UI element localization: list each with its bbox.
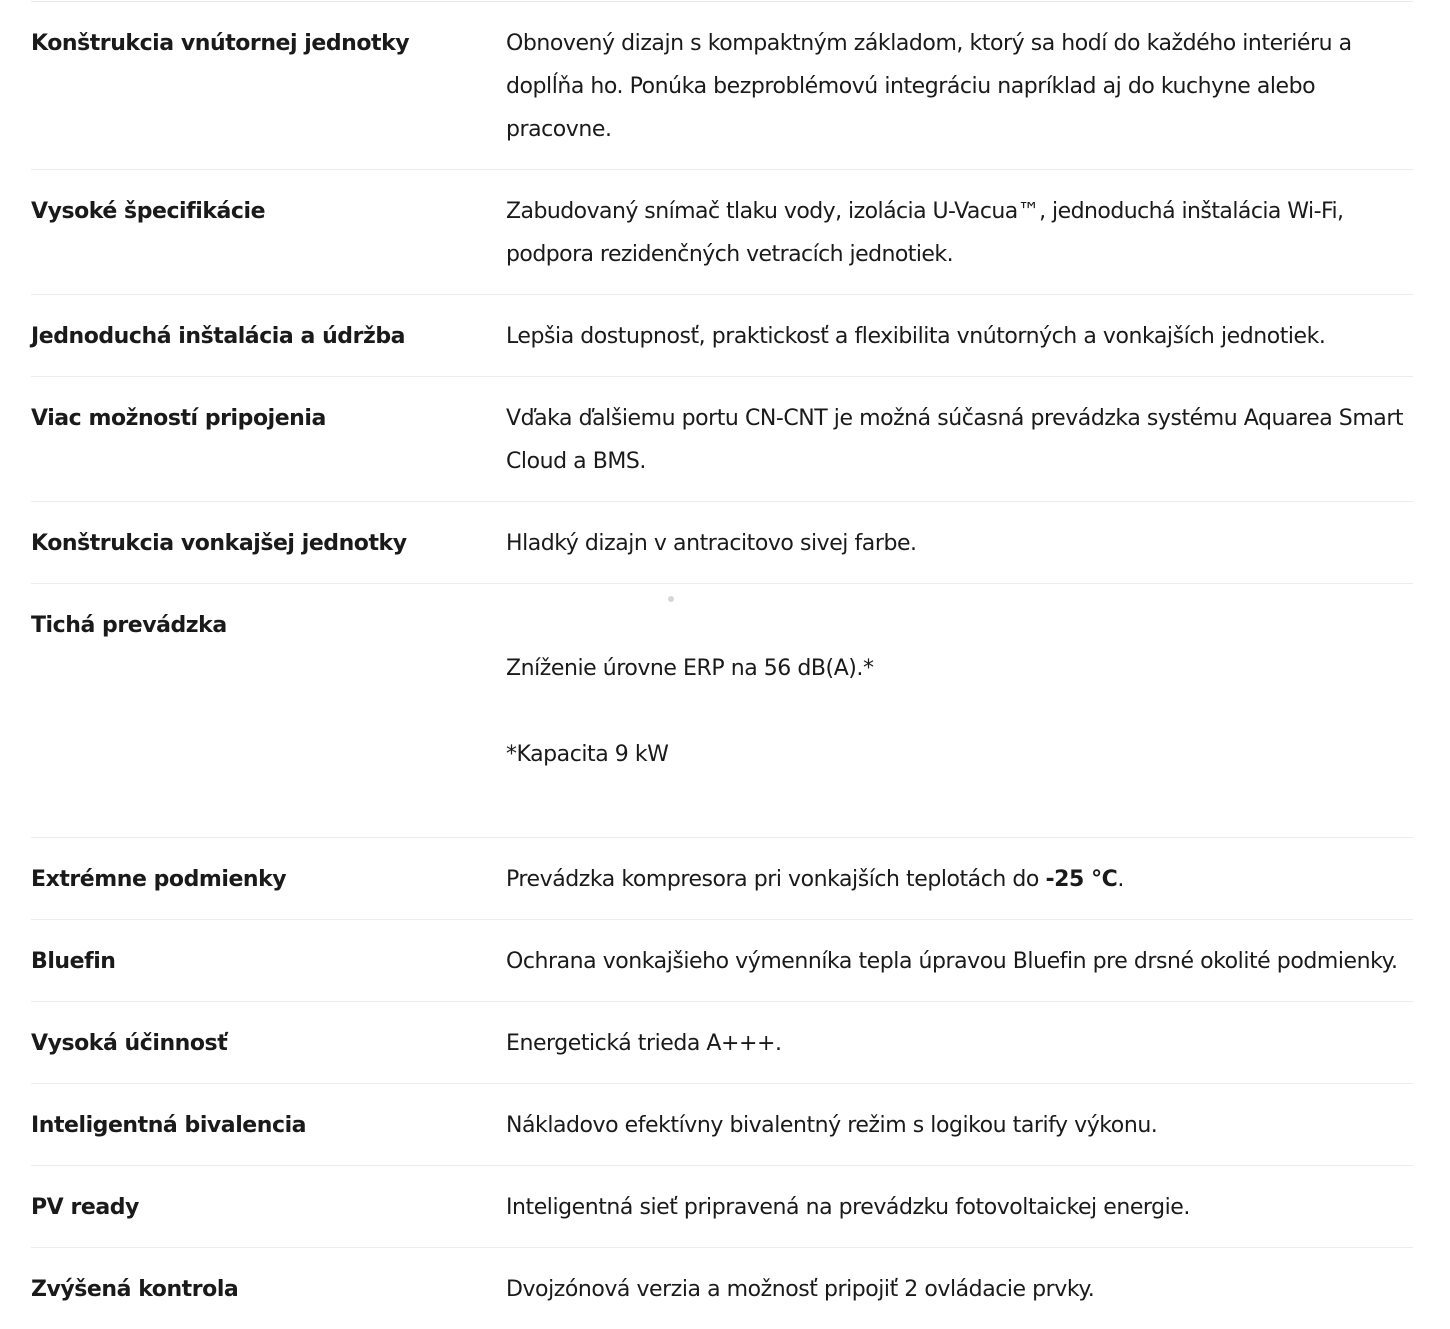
spec-label: Viac možností pripojenia bbox=[31, 406, 326, 431]
spec-row bbox=[31, 502, 1413, 584]
spec-label: Extrémne podmienky bbox=[31, 867, 287, 892]
spec-label: Konštrukcia vnútornej jednotky bbox=[31, 31, 410, 56]
spec-row bbox=[31, 2, 1413, 170]
spec-label: Inteligentná bivalencia bbox=[31, 1113, 307, 1138]
spec-label: Konštrukcia vonkajšej jednotky bbox=[31, 531, 407, 556]
spec-label: PV ready bbox=[31, 1195, 139, 1220]
spec-value bbox=[506, 858, 1413, 901]
spec-value bbox=[506, 604, 1413, 819]
spec-value: Inteligentná sieť pripravená na prevádzku fotovoltaickej energie. bbox=[506, 1195, 1190, 1220]
spec-row bbox=[31, 1166, 1413, 1248]
spec-label: Bluefin bbox=[31, 949, 116, 974]
spec-label: Vysoká účinnosť bbox=[31, 1031, 228, 1056]
spec-value-note: *Kapacita 9 kW bbox=[506, 742, 669, 767]
spec-value-suffix: . bbox=[1117, 867, 1124, 892]
spec-value: Zabudovaný snímač tlaku vody, izolácia U-Vacua™, jednoduchá inštalácia Wi-Fi, podpora rezidenčných vetracích jednotiek. bbox=[506, 199, 1344, 267]
spec-label: Jednoduchá inštalácia a údržba bbox=[31, 324, 406, 349]
spec-row bbox=[31, 584, 1413, 838]
spec-value: Nákladovo efektívny bivalentný režim s logikou tarify výkonu. bbox=[506, 1113, 1158, 1138]
spec-row bbox=[31, 1002, 1413, 1084]
spec-row bbox=[31, 1248, 1413, 1329]
spec-row bbox=[31, 170, 1413, 295]
spec-label: Vysoké špecifikácie bbox=[31, 199, 266, 224]
spec-value: Energetická trieda A+++. bbox=[506, 1031, 782, 1056]
temperature-value: -25 °C bbox=[1045, 867, 1118, 892]
spec-value: Lepšia dostupnosť, praktickosť a flexibilita vnútorných a vonkajších jednotiek. bbox=[506, 324, 1326, 349]
spec-value-text: Prevádzka kompresora pri vonkajších teplotách do bbox=[506, 867, 1046, 892]
spec-label: Zvýšená kontrola bbox=[31, 1277, 239, 1302]
decorative-dot bbox=[668, 596, 674, 602]
spec-value: Vďaka ďalšiemu portu CN-CNT je možná súčasná prevádzka systému Aquarea Smart Cloud a BMS. bbox=[506, 406, 1404, 474]
spec-row bbox=[31, 838, 1413, 920]
spec-table bbox=[31, 1, 1413, 1329]
spec-row bbox=[31, 1084, 1413, 1166]
spec-row bbox=[31, 295, 1413, 377]
spec-label: Tichá prevádzka bbox=[31, 613, 227, 638]
spec-value-main: Zníženie úrovne ERP na 56 dB(A).* bbox=[506, 656, 874, 681]
spec-value: Hladký dizajn v antracitovo sivej farbe. bbox=[506, 531, 917, 556]
spec-value: Obnovený dizajn s kompaktným základom, ktorý sa hodí do každého interiéru a doplĺňa ho. Ponúka bezproblémovú integráciu napríklad aj do kuchyne alebo pracovne. bbox=[506, 31, 1352, 142]
spec-value: Dvojzónová verzia a možnosť pripojiť 2 ovládacie prvky. bbox=[506, 1277, 1095, 1302]
spec-row bbox=[31, 920, 1413, 1002]
spec-value: Ochrana vonkajšieho výmenníka tepla úpravou Bluefin pre drsné okolité podmienky. bbox=[506, 949, 1398, 974]
spec-row bbox=[31, 377, 1413, 502]
